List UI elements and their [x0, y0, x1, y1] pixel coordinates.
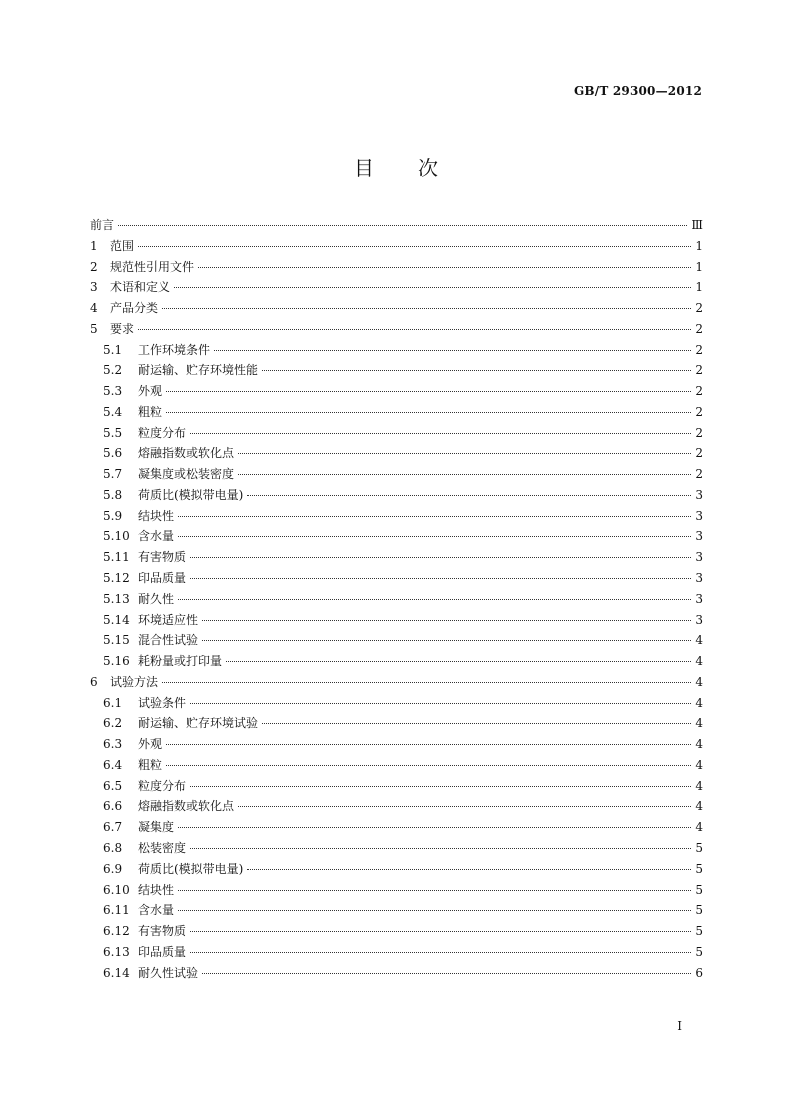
toc-entry-title: 凝集度或松装密度: [138, 467, 235, 482]
toc-entry-title: 粗粒: [138, 757, 163, 772]
toc-entry-number: 5.12: [103, 571, 130, 586]
toc-entry[interactable]: [90, 424, 703, 445]
toc-entry[interactable]: [90, 299, 703, 320]
toc-entry-number: 6.6: [103, 799, 123, 814]
toc-entry-number: 3: [90, 280, 98, 295]
toc-leader-dots: [190, 432, 691, 434]
toc-entry-page: 4: [695, 716, 703, 731]
toc-entry-number: 5.10: [103, 529, 130, 544]
toc-leader-dots: [162, 681, 691, 683]
toc-entry-title: 试验条件: [138, 695, 187, 710]
toc-entry-page: 3: [695, 508, 703, 523]
toc-leader-dots: [262, 722, 691, 724]
toc-entry-number: 6.10: [103, 882, 130, 897]
toc-entry-page: 5: [695, 924, 703, 939]
toc-entry[interactable]: [90, 320, 703, 341]
toc-leader-dots: [166, 743, 691, 745]
toc-entry-number: 5.2: [103, 363, 123, 378]
toc-entry-title: 产品分类: [110, 301, 159, 316]
toc-entry-page: 2: [695, 342, 703, 357]
toc-leader-dots: [202, 972, 691, 974]
toc-entry[interactable]: [90, 673, 703, 694]
toc-entry-page: 2: [695, 425, 703, 440]
toc-entry[interactable]: [90, 403, 703, 424]
toc-entry-page: 4: [695, 737, 703, 752]
toc-entry[interactable]: [90, 714, 703, 735]
toc-entry-title: 粒度分布: [138, 425, 187, 440]
page-title: 目次: [354, 156, 482, 180]
toc-entry-title: 混合性试验: [138, 633, 199, 648]
toc-entry-title: 试验方法: [110, 674, 159, 689]
toc-entry[interactable]: [90, 444, 703, 465]
toc-leader-dots: [214, 349, 691, 351]
toc-entry-number: 5.6: [103, 446, 123, 461]
toc-entry-title: 印品质量: [138, 571, 187, 586]
toc-leader-dots: [166, 390, 691, 392]
toc-entry-title: 有害物质: [138, 924, 187, 939]
toc-entry-page: 4: [695, 757, 703, 772]
toc-entry[interactable]: [90, 237, 703, 258]
toc-entry-page: 4: [695, 695, 703, 710]
toc-entry-page: 6: [695, 965, 703, 980]
toc-entry[interactable]: [90, 548, 703, 569]
toc-entry-number: 5.9: [103, 508, 123, 523]
toc-entry-page: Ⅲ: [691, 218, 703, 232]
toc-leader-dots: [190, 951, 691, 953]
toc-leader-dots: [118, 224, 687, 226]
toc-leader-dots: [138, 245, 691, 247]
toc-entry[interactable]: [90, 694, 703, 715]
toc-entry-title: 含水量: [138, 903, 175, 918]
toc-entry-title: 印品质量: [138, 944, 187, 959]
toc-entry-number: 5.8: [103, 487, 123, 502]
toc-entry-page: 4: [695, 799, 703, 814]
standard-code: GB/T 29300—2012: [573, 84, 702, 98]
toc-entry[interactable]: [90, 590, 703, 611]
toc-entry-title: 外观: [138, 384, 163, 399]
toc-entry-page: 4: [695, 674, 703, 689]
toc-entry-page: 3: [695, 550, 703, 565]
toc-entry[interactable]: [90, 465, 703, 486]
toc-entry[interactable]: [90, 735, 703, 756]
toc-entry[interactable]: [90, 527, 703, 548]
toc-entry-number: 6: [90, 674, 98, 689]
page-number: I: [677, 1019, 682, 1033]
toc-entry[interactable]: [90, 652, 703, 673]
toc-entry[interactable]: [90, 382, 703, 403]
toc-entry-title: 工作环境条件: [138, 342, 211, 357]
toc-entry-title: 含水量: [138, 529, 175, 544]
toc-leader-dots: [178, 598, 691, 600]
toc-leader-dots: [178, 889, 691, 891]
toc-entry-title: 结块性: [138, 882, 175, 897]
toc-entry[interactable]: [90, 631, 703, 652]
toc-entry-number: 6.8: [103, 840, 123, 855]
toc-entry-number: 5.15: [103, 633, 130, 648]
toc-entry-number: 2: [90, 259, 98, 274]
toc-entry[interactable]: [90, 756, 703, 777]
toc-entry[interactable]: [90, 341, 703, 362]
toc-entry-title: 粗粒: [138, 404, 163, 419]
toc-entry-number: 4: [90, 301, 98, 316]
toc-leader-dots: [262, 369, 691, 371]
toc-entry-number: 5.14: [103, 612, 130, 627]
toc-leader-dots: [247, 868, 691, 870]
toc-entry[interactable]: [90, 777, 703, 798]
toc-entry[interactable]: [90, 860, 703, 881]
toc-entry-page: 1: [695, 238, 703, 253]
toc-entry[interactable]: [90, 901, 703, 922]
toc-entry-number: 5.5: [103, 425, 123, 440]
toc-entry-title: 耐运输、贮存环境性能: [138, 363, 259, 378]
toc-entry-title: 环境适应性: [138, 612, 199, 627]
toc-entry[interactable]: [90, 922, 703, 943]
toc-entry-title: 有害物质: [138, 550, 187, 565]
toc-entry[interactable]: [90, 278, 703, 299]
toc-entry-title: 范围: [110, 238, 135, 253]
toc-leader-dots: [238, 452, 691, 454]
toc-entry-page: 4: [695, 820, 703, 835]
toc-entry-number: 5.11: [103, 550, 130, 565]
toc-entry-number: 5.7: [103, 467, 123, 482]
toc-entry-page: 3: [695, 591, 703, 606]
toc-entry-page: 3: [695, 612, 703, 627]
toc-entry-number: 6.3: [103, 737, 123, 752]
toc-entry-title: 前言: [90, 218, 115, 232]
toc-entry[interactable]: [90, 964, 703, 985]
toc-entry[interactable]: [90, 797, 703, 818]
toc-entry-number: 6.13: [103, 944, 130, 959]
toc-entry-title: 熔融指数或软化点: [138, 799, 235, 814]
toc-entry-title: 要求: [110, 321, 135, 336]
toc-leader-dots: [226, 660, 691, 662]
toc-leader-dots: [190, 930, 691, 932]
toc-entry-page: 2: [695, 301, 703, 316]
toc-entry-page: 3: [695, 529, 703, 544]
toc-entry-title: 术语和定义: [110, 280, 171, 295]
toc-entry-number: 6.11: [103, 903, 130, 918]
toc-entry[interactable]: [90, 258, 703, 279]
toc-leader-dots: [138, 328, 691, 330]
toc-entry-title: 外观: [138, 737, 163, 752]
toc-leader-dots: [190, 577, 691, 579]
toc-entry-number: 5.13: [103, 591, 130, 606]
toc-entry-page: 5: [695, 882, 703, 897]
toc-entry-page: 4: [695, 654, 703, 669]
table-of-contents: [90, 216, 703, 984]
toc-entry-page: 1: [695, 259, 703, 274]
toc-entry-page: 2: [695, 404, 703, 419]
toc-entry[interactable]: [90, 361, 703, 382]
toc-entry[interactable]: [90, 486, 703, 507]
toc-entry-title: 结块性: [138, 508, 175, 523]
toc-leader-dots: [178, 535, 691, 537]
toc-leader-dots: [202, 639, 691, 641]
toc-entry-page: 5: [695, 944, 703, 959]
toc-entry[interactable]: [90, 943, 703, 964]
toc-entry-number: 6.1: [103, 695, 123, 710]
toc-entry-number: 6.2: [103, 716, 123, 731]
toc-entry-number: 5.3: [103, 384, 123, 399]
toc-entry-number: 6.14: [103, 965, 130, 980]
toc-entry-page: 5: [695, 903, 703, 918]
toc-entry-page: 2: [695, 467, 703, 482]
toc-leader-dots: [162, 307, 691, 309]
toc-entry-number: 1: [90, 238, 98, 253]
toc-leader-dots: [178, 909, 691, 911]
toc-leader-dots: [198, 266, 691, 268]
toc-entry-number: 6.7: [103, 820, 123, 835]
toc-entry-page: 2: [695, 363, 703, 378]
toc-leader-dots: [174, 286, 691, 288]
toc-entry-page: 1: [695, 280, 703, 295]
toc-entry-number: 6.4: [103, 757, 123, 772]
toc-entry-number: 5.1: [103, 342, 123, 357]
toc-entry-page: 3: [695, 571, 703, 586]
toc-entry-page: 4: [695, 633, 703, 648]
toc-entry[interactable]: [90, 839, 703, 860]
toc-entry-page: 3: [695, 487, 703, 502]
toc-entry-title: 松装密度: [138, 840, 187, 855]
toc-entry[interactable]: [90, 818, 703, 839]
toc-entry-number: 6.5: [103, 778, 123, 793]
toc-leader-dots: [190, 785, 691, 787]
toc-entry-title: 荷质比(模拟带电量): [138, 487, 244, 502]
toc-entry-number: 5: [90, 321, 98, 336]
toc-entry-title: 耐运输、贮存环境试验: [138, 716, 259, 731]
toc-leader-dots: [202, 619, 691, 621]
toc-entry-title: 耐久性试验: [138, 965, 199, 980]
toc-entry-page: 5: [695, 861, 703, 876]
toc-leader-dots: [178, 515, 691, 517]
toc-entry-title: 耗粉量或打印量: [138, 654, 223, 669]
toc-entry-page: 4: [695, 778, 703, 793]
toc-entry-page: 5: [695, 840, 703, 855]
toc-entry[interactable]: [90, 611, 703, 632]
toc-entry[interactable]: [90, 216, 703, 237]
toc-entry[interactable]: [90, 507, 703, 528]
toc-leader-dots: [166, 411, 691, 413]
toc-entry-title: 粒度分布: [138, 778, 187, 793]
toc-entry-page: 2: [695, 321, 703, 336]
toc-entry-title: 熔融指数或软化点: [138, 446, 235, 461]
toc-leader-dots: [190, 847, 691, 849]
toc-leader-dots: [166, 764, 691, 766]
toc-entry-number: 5.16: [103, 654, 130, 669]
toc-entry-title: 凝集度: [138, 820, 175, 835]
toc-entry-page: 2: [695, 446, 703, 461]
toc-entry-title: 荷质比(模拟带电量): [138, 861, 244, 876]
toc-entry-number: 6.9: [103, 861, 123, 876]
toc-leader-dots: [238, 805, 691, 807]
toc-entry-title: 规范性引用文件: [110, 259, 195, 274]
toc-leader-dots: [178, 826, 691, 828]
toc-entry-number: 5.4: [103, 404, 123, 419]
toc-entry-number: 6.12: [103, 924, 130, 939]
toc-leader-dots: [238, 473, 691, 475]
toc-entry-title: 耐久性: [138, 591, 175, 606]
toc-leader-dots: [190, 556, 691, 558]
toc-leader-dots: [247, 494, 691, 496]
toc-entry-page: 2: [695, 384, 703, 399]
toc-leader-dots: [190, 702, 691, 704]
toc-entry[interactable]: [90, 569, 703, 590]
toc-entry[interactable]: [90, 881, 703, 902]
